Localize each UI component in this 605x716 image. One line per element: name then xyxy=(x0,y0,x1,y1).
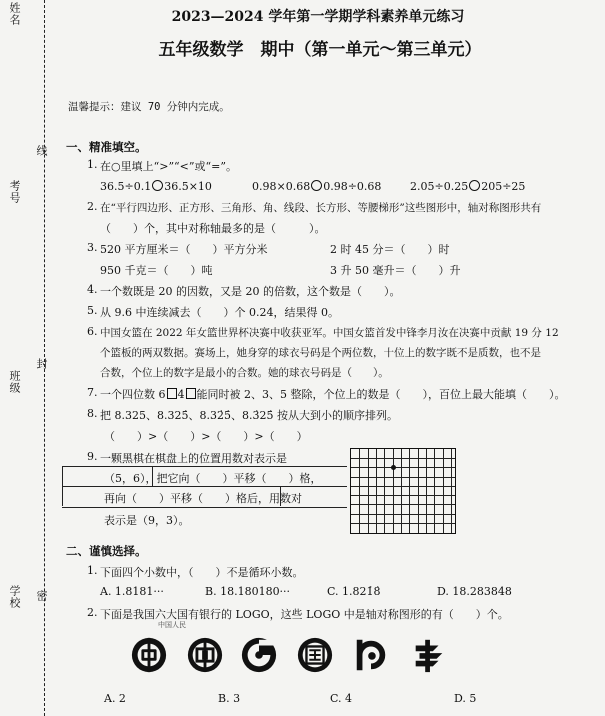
compare-circle[interactable] xyxy=(311,180,322,191)
q2-2-option-b[interactable]: B. 3 xyxy=(218,692,241,705)
exam-title: 2023—2024 学年第一学期学科素养单元练习 xyxy=(171,9,465,25)
q1-9-number: 9. xyxy=(87,450,98,463)
q1-4-number: 4. xyxy=(87,283,98,296)
q2-2-option-d[interactable]: D. 5 xyxy=(454,692,477,705)
q1-2-line2: （ ）个，其中对称轴最多的是（ ）。 xyxy=(100,222,326,235)
q1-4-text: 一个数既是 20 的因数，又是 20 的倍数，这个数是（ ）。 xyxy=(100,285,401,298)
q1-1b-left: 0.98×0.68 xyxy=(252,180,311,193)
q1-3-a: 520 平方厘米＝（ ）平方分米 xyxy=(100,243,268,256)
bocom-logo-icon xyxy=(352,636,390,674)
q1-7-mid: 4 xyxy=(177,388,185,401)
q1-1c-right: 205÷25 xyxy=(481,180,526,193)
q2-2-option-c[interactable]: C. 4 xyxy=(330,692,353,705)
bank-logos xyxy=(130,636,490,676)
q1-7-pre: 一个四位数 6 xyxy=(100,388,166,401)
q1-7-text xyxy=(100,386,566,402)
logo-faint-stamp: 中国人民 xyxy=(158,621,186,629)
q1-1-compare-c xyxy=(410,180,525,193)
q1-6-line1: 中国女篮在 2022 年女篮世界杯决赛中收获亚军。中国女篮首发中锋李月汝在决赛中贡献 19 分 12 xyxy=(100,327,559,339)
compare-circle[interactable] xyxy=(469,180,480,191)
q1-5-number: 5. xyxy=(87,304,98,317)
q1-8-number: 8. xyxy=(87,407,98,420)
q1-6-line3: 合数，个位上的数字是最小的合数。她的球衣号码是（ ）。 xyxy=(100,367,389,379)
q1-6-number: 6. xyxy=(87,325,98,338)
binding-mark-class: 班级 xyxy=(8,370,21,394)
q2-1-stem: 下面四个小数中，（ ）不是循环小数。 xyxy=(100,566,304,579)
q1-1-stem: 在○里填上“>”“<”或“=”。 xyxy=(100,160,237,173)
bank-of-china-logo-icon xyxy=(130,636,168,674)
icbc-logo-icon xyxy=(186,636,224,674)
q1-7-number: 7. xyxy=(87,386,98,399)
binding-line-label: 线 xyxy=(35,145,48,156)
q2-2-stem: 下面是我国六大国有银行的 LOGO，这些 LOGO 中是轴对称图形的有（ ）个。 xyxy=(100,608,509,621)
digit-box[interactable] xyxy=(167,388,177,399)
q2-2-number: 2. xyxy=(87,606,98,619)
ccb-logo-icon xyxy=(240,636,278,674)
q1-9-frame-mid xyxy=(62,486,347,487)
q1-3-b: 2 时 45 分＝（ ）时 xyxy=(330,243,450,256)
q1-2-line1: 在“平行四边形、正方形、三角形、角、线段、长方形、等腰梯形”这些图形中，轴对称图形共有 xyxy=(100,202,542,214)
binding-seal-label: 封 xyxy=(35,358,48,369)
q2-1-number: 1. xyxy=(87,564,98,577)
digit-box[interactable] xyxy=(186,388,196,399)
q1-9-line2: （5，6），把它向（ ）平移（ ）格， xyxy=(104,472,322,485)
q1-9-line4: 表示是（9，3）。 xyxy=(104,514,190,527)
exam-subtitle: 五年级数学 期中（第一单元～第三单元） xyxy=(158,40,482,60)
q1-7-post: 能同时被 2、3、5 整除，个位上的数是（ ），百位上最大能填（ ）。 xyxy=(196,388,566,401)
black-chess-piece xyxy=(391,465,396,470)
q2-1-option-c[interactable]: C. 1.821̇8̇ xyxy=(327,585,381,598)
abc-logo-icon xyxy=(296,636,334,674)
q1-1-compare-b xyxy=(252,180,381,193)
compare-circle[interactable] xyxy=(152,180,163,191)
binding-mark-school: 学校 xyxy=(8,585,21,609)
q1-3-d: 3 升 50 毫升＝（ ）升 xyxy=(330,264,461,277)
q2-2-option-a[interactable]: A. 2 xyxy=(104,692,126,705)
q1-1b-right: 0.98÷0.68 xyxy=(323,180,382,193)
q1-1-compare-a xyxy=(100,180,212,193)
q1-5-text: 从 9.6 中连续减去（ ）个 0.24，结果得 0。 xyxy=(100,306,339,319)
q1-3-c: 950 千克＝（ ）吨 xyxy=(100,264,213,277)
q1-9-line1: 一颗黑棋在棋盘上的位置用数对表示是 xyxy=(100,452,287,465)
binding-mark-name: 姓名 xyxy=(8,2,21,26)
q2-1-option-a[interactable]: A. 1.8181··· xyxy=(100,585,164,598)
q1-1-number: 1. xyxy=(87,158,98,171)
q2-1-option-b[interactable]: B. 18.180180··· xyxy=(205,585,291,598)
q2-1-option-d[interactable]: D. 18.283848 xyxy=(437,585,512,598)
binding-dense-label: 密 xyxy=(35,590,48,601)
binding-strip xyxy=(0,0,48,716)
q1-2-number: 2. xyxy=(87,200,98,213)
q1-3-number: 3. xyxy=(87,241,98,254)
q1-1c-left: 2.05÷0.25 xyxy=(410,180,469,193)
chessboard-grid xyxy=(350,448,456,534)
q1-8-blanks: （ ）>（ ）>（ ）>（ ） xyxy=(104,430,308,443)
exam-tip: 温馨提示：建议 70 分钟内完成。 xyxy=(68,101,230,113)
q1-8-text: 把 8.325、8.325̇、8.32̇5̇、8.3̇25̇ 按从大到小的顺序排列。 xyxy=(100,409,398,422)
section-2-title: 二、谨慎选择。 xyxy=(66,544,147,558)
postal-savings-logo-icon xyxy=(410,636,448,674)
section-1-title: 一、精准填空。 xyxy=(66,140,147,154)
q1-9-frame-left xyxy=(62,466,63,506)
q1-9-line3: 再向（ ）平移（ ）格后，用数对 xyxy=(104,492,302,505)
q1-6-line2: 个篮板的两双数据。赛场上，她身穿的球衣号码是个两位数，十位上的数字既不是质数，也不是 xyxy=(100,347,541,359)
q1-1a-left: 36.5÷0.1 xyxy=(100,180,152,193)
q1-1a-right: 36.5×10 xyxy=(164,180,212,193)
binding-mark-id: 考号 xyxy=(8,180,21,204)
